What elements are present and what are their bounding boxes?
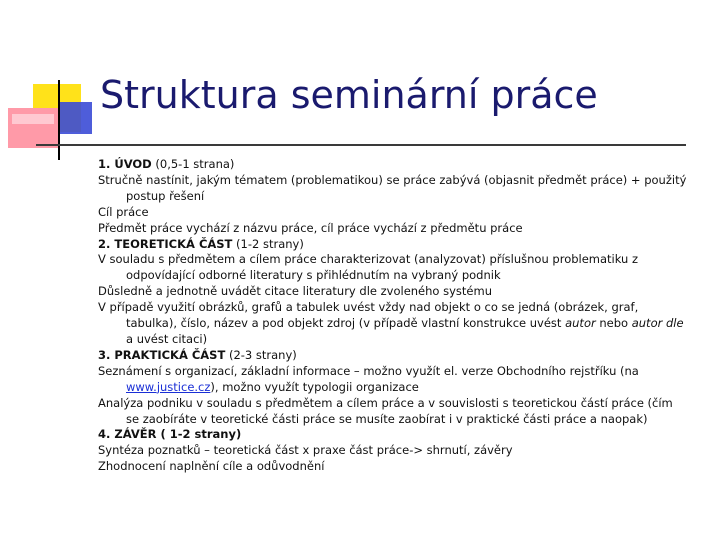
section-2-line-3 <box>98 300 688 348</box>
section-2-heading <box>98 237 688 253</box>
section-2-pages: (1-2 strany) <box>232 236 304 251</box>
section-2-line-1: V souladu s předmětem a cílem práce charakterizovat (analyzovat) příslušnou problematiku z odpovídající odborné literatury s přihlédnutím na vybraný podnik <box>98 252 639 283</box>
section-1-line-1: Stručně nastínit, jakým tématem (problematikou) se práce zabývá (objasnit předmět práce) + použitý postup řešení <box>98 172 687 203</box>
section-2-line-2: Důsledně a jednotně uvádět citace literatury dle zvoleného systému <box>98 284 492 299</box>
section-2-line-3-part-a: V případě využití obrázků, grafů a tabulek uvést vždy nad objekt o co se jedná (obrázek, graf, tabulka), číslo, název a pod objekt zdroj (v případě vlastní konstrukce uvést <box>98 300 639 331</box>
slide-body <box>98 157 688 475</box>
section-3-line-1-part-b: ), možno využít typologii organizace <box>210 379 419 394</box>
section-3-line-1-part-a: Seznámení s organizací, základní informace – možno využít el. verze Obchodního rejstříku (na <box>98 363 639 378</box>
section-1-title: 1. ÚVOD <box>98 157 152 171</box>
section-3-pages: (2-3 strany) <box>225 347 297 362</box>
slide-title: Struktura seminární práce <box>100 73 598 117</box>
section-1-pages: (0,5-1 strana) <box>151 157 235 171</box>
section-4-heading <box>98 427 688 443</box>
justice-link[interactable]: www.justice.cz <box>126 379 211 394</box>
section-3-heading <box>98 348 688 364</box>
section-1-line-3: Předmět práce vychází z názvu práce, cíl práce vychází z předmětu práce <box>98 220 523 235</box>
section-2-line-3-autor-dle: autor dle <box>631 316 684 331</box>
section-1-line-2: Cíl práce <box>98 204 149 219</box>
section-2-line-3-autor: autor <box>565 316 596 331</box>
decor-vertical-line <box>58 80 60 160</box>
section-2-line-3-part-e: a uvést citaci) <box>126 331 208 346</box>
section-4-title: 4. ZÁVĚR ( <box>98 427 166 442</box>
decor-pink-square <box>8 108 58 148</box>
section-3-line-1 <box>98 364 688 396</box>
title-underline <box>36 144 686 146</box>
section-4-line-1: Syntéza poznatků – teoretická část x praxe část práce-> shrnutí, závěry <box>98 443 513 458</box>
section-4-pages: 1-2 strany) <box>165 427 242 442</box>
section-2-line-3-part-c: nebo <box>595 316 632 331</box>
section-3-title: 3. PRAKTICKÁ ČÁST <box>98 347 226 362</box>
section-2-title: 2. TEORETICKÁ ČÁST <box>98 236 233 251</box>
section-4-line-2: Zhodnocení naplnění cíle a odůvodnění <box>98 459 325 474</box>
decor-blue-square <box>60 102 92 134</box>
section-1-heading <box>98 157 688 173</box>
section-3-line-2: Analýza podniku v souladu s předmětem a cílem práce a v souvislosti s teoretickou částí práce (čím se zaobíráte v teoretické části práce se musíte zaobírat i v praktické části práce a naopak) <box>98 395 673 426</box>
